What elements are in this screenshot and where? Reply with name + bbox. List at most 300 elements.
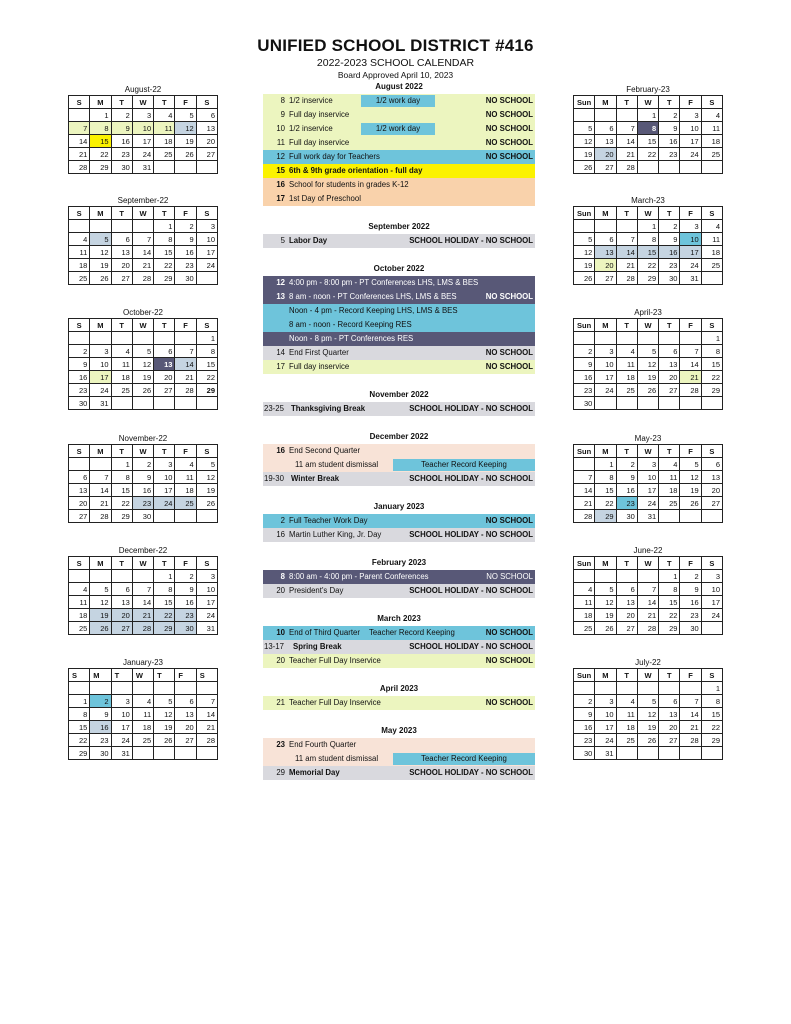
day-cell: 29 — [637, 272, 658, 285]
event-row — [263, 626, 535, 640]
day-cell: 5 — [154, 695, 175, 708]
month-grid — [68, 95, 218, 174]
day-cell: 4 — [69, 233, 90, 246]
day-cell: 15 — [701, 708, 722, 721]
day-cell: 24 — [637, 497, 658, 510]
day-cell: 8 — [90, 122, 111, 135]
day-cell: 22 — [595, 497, 616, 510]
day-cell: 7 — [616, 233, 637, 246]
day-cell: 14 — [574, 484, 595, 497]
day-cell: 3 — [595, 345, 616, 358]
event-text: Teacher Full Day Inservice — [289, 656, 381, 665]
day-cell: 9 — [659, 122, 680, 135]
events-heading-april: April 2023 — [379, 684, 419, 693]
weekday-header: W — [132, 445, 153, 458]
week-row — [574, 233, 723, 246]
day-cell: 21 — [616, 148, 637, 161]
day-cell: 14 — [132, 246, 153, 259]
weekday-header: F — [680, 557, 701, 570]
day-cell: 23 — [616, 497, 637, 510]
event-date: 16 — [276, 446, 285, 455]
event-row — [263, 332, 535, 346]
day-cell: 26 — [132, 384, 153, 397]
event-status: NO SCHOOL — [485, 152, 533, 161]
day-cell: 23 — [574, 384, 595, 397]
weekday-header: T — [659, 445, 680, 458]
day-cell: 14 — [680, 358, 701, 371]
event-row — [263, 136, 535, 150]
day-cell: 8 — [701, 345, 722, 358]
event-status: SCHOOL HOLIDAY - NO SCHOOL — [409, 530, 533, 539]
day-cell: 9 — [69, 358, 90, 371]
day-cell: 22 — [196, 371, 217, 384]
weekday-header: W — [637, 669, 658, 682]
day-cell — [196, 272, 217, 285]
day-cell — [595, 332, 616, 345]
day-cell: 14 — [132, 596, 153, 609]
day-cell: 28 — [616, 161, 637, 174]
weekday-header: F — [175, 96, 196, 109]
week-row — [574, 345, 723, 358]
day-cell: 9 — [659, 233, 680, 246]
day-cell: 2 — [111, 109, 132, 122]
weekday-header: Sun — [574, 319, 595, 332]
week-row — [69, 695, 218, 708]
day-cell: 22 — [111, 497, 132, 510]
event-row — [263, 360, 535, 374]
day-cell: 12 — [175, 122, 196, 135]
day-cell: 28 — [90, 510, 111, 523]
month-grid — [573, 95, 723, 174]
day-cell: 14 — [616, 246, 637, 259]
day-cell: 23 — [90, 734, 111, 747]
event-status: NO SCHOOL — [485, 96, 533, 105]
day-cell: 14 — [175, 358, 196, 371]
event-status: SCHOOL HOLIDAY - NO SCHOOL — [409, 474, 533, 483]
day-cell: 30 — [90, 747, 111, 760]
day-cell — [132, 397, 153, 410]
weekday-header: T — [659, 96, 680, 109]
month-grid — [68, 444, 218, 523]
day-cell: 13 — [701, 471, 722, 484]
day-cell: 29 — [595, 510, 616, 523]
day-cell: 18 — [659, 484, 680, 497]
month-grid — [68, 206, 218, 285]
day-cell: 15 — [69, 721, 90, 734]
day-cell: 18 — [701, 135, 722, 148]
weekday-header: T — [111, 445, 132, 458]
day-cell: 6 — [659, 345, 680, 358]
day-cell: 6 — [111, 233, 132, 246]
day-cell: 21 — [574, 497, 595, 510]
day-cell: 19 — [574, 148, 595, 161]
day-cell: 16 — [132, 484, 153, 497]
event-text: 1st Day of Preschool — [289, 194, 361, 203]
day-cell: 12 — [637, 358, 658, 371]
day-cell: 27 — [616, 622, 637, 635]
event-text: Memorial Day — [289, 768, 340, 777]
day-cell: 19 — [175, 135, 196, 148]
event-status: SCHOOL HOLIDAY - NO SCHOOL — [409, 586, 533, 595]
weekday-header: M — [90, 445, 111, 458]
day-cell: 1 — [154, 220, 175, 233]
weekday-header: W — [132, 207, 153, 220]
day-cell: 21 — [69, 148, 90, 161]
day-cell: 17 — [701, 596, 722, 609]
event-text: 11 am student dismissal — [295, 754, 379, 763]
day-cell — [175, 397, 196, 410]
weekday-header: S — [701, 557, 722, 570]
day-cell: 7 — [196, 695, 217, 708]
day-cell: 3 — [132, 109, 153, 122]
week-row — [69, 397, 218, 410]
week-row — [69, 609, 218, 622]
event-text: 1/2 inservice — [289, 124, 333, 133]
day-cell: 23 — [111, 148, 132, 161]
day-cell — [132, 220, 153, 233]
event-date: 17 — [276, 362, 285, 371]
weekday-header: T — [616, 319, 637, 332]
week-row — [574, 246, 723, 259]
month-name: November-22 — [118, 434, 168, 443]
day-cell: 11 — [132, 708, 153, 721]
day-cell: 11 — [111, 358, 132, 371]
month-name: April-23 — [634, 308, 662, 317]
weekday-header: T — [659, 669, 680, 682]
weekday-header: Sun — [574, 669, 595, 682]
day-cell: 13 — [175, 708, 196, 721]
day-cell: 30 — [132, 510, 153, 523]
weekday-header: T — [111, 319, 132, 332]
month-name: October-22 — [122, 308, 164, 317]
day-cell: 28 — [196, 734, 217, 747]
day-cell — [680, 510, 701, 523]
week-row — [574, 596, 723, 609]
day-cell: 13 — [616, 596, 637, 609]
day-cell: 11 — [154, 122, 175, 135]
day-cell: 25 — [616, 734, 637, 747]
weekday-header: M — [595, 96, 616, 109]
event-date: 8 — [280, 96, 285, 105]
day-cell — [701, 622, 722, 635]
day-cell: 2 — [574, 345, 595, 358]
day-cell: 12 — [574, 246, 595, 259]
event-text: End First Quarter — [289, 348, 349, 357]
day-cell: 27 — [111, 272, 132, 285]
event-text: Full day inservice — [289, 362, 350, 371]
day-cell: 22 — [701, 371, 722, 384]
weekday-header: M — [90, 96, 111, 109]
event-row — [263, 514, 535, 528]
day-cell: 17 — [595, 721, 616, 734]
day-cell: 24 — [132, 148, 153, 161]
day-cell: 7 — [574, 471, 595, 484]
weekday-header: M — [90, 669, 111, 682]
day-cell: 18 — [69, 609, 90, 622]
day-cell — [132, 747, 153, 760]
day-cell: 18 — [616, 721, 637, 734]
day-cell: 21 — [132, 259, 153, 272]
event-status: NO SCHOOL — [485, 516, 533, 525]
weekday-header: S — [196, 557, 217, 570]
weekday-header: S — [69, 669, 90, 682]
week-row — [69, 161, 218, 174]
day-cell: 16 — [111, 135, 132, 148]
day-cell — [574, 682, 595, 695]
events-heading-october: October 2022 — [373, 264, 425, 273]
event-text: Martin Luther King, Jr. Day — [289, 530, 382, 539]
month-name: September-22 — [117, 196, 169, 205]
day-cell — [154, 747, 175, 760]
weekday-header: T — [154, 96, 175, 109]
day-cell: 8 — [659, 583, 680, 596]
event-date: 15 — [276, 166, 285, 175]
month-calendar-november-22 — [68, 433, 218, 523]
event-text: Labor Day — [289, 236, 328, 245]
weekday-header: F — [680, 96, 701, 109]
day-cell: 1 — [701, 682, 722, 695]
day-cell: 6 — [69, 471, 90, 484]
week-row — [574, 497, 723, 510]
month-grid — [573, 668, 723, 760]
event-text: Full day inservice — [289, 138, 350, 147]
day-cell: 2 — [616, 458, 637, 471]
day-cell: 3 — [701, 570, 722, 583]
day-cell: 5 — [196, 458, 217, 471]
event-tag: 1/2 work day — [361, 95, 435, 107]
event-row — [263, 458, 535, 472]
weekday-header: F — [175, 445, 196, 458]
day-cell: 15 — [154, 596, 175, 609]
day-cell: 1 — [659, 570, 680, 583]
event-status: NO SCHOOL — [485, 138, 533, 147]
day-cell: 21 — [616, 259, 637, 272]
day-cell: 17 — [680, 246, 701, 259]
day-cell: 22 — [637, 259, 658, 272]
day-cell: 7 — [616, 122, 637, 135]
weekday-header: T — [154, 557, 175, 570]
day-cell — [680, 747, 701, 760]
day-cell: 11 — [69, 596, 90, 609]
event-text: Full work day for Teachers — [289, 152, 380, 161]
day-cell: 30 — [175, 622, 196, 635]
day-cell: 21 — [175, 371, 196, 384]
day-cell: 15 — [659, 596, 680, 609]
day-cell: 29 — [196, 384, 217, 397]
day-cell: 26 — [637, 384, 658, 397]
weekday-header: M — [595, 207, 616, 220]
day-cell: 28 — [69, 161, 90, 174]
day-cell: 15 — [595, 484, 616, 497]
event-date: 10 — [276, 628, 285, 637]
day-cell: 20 — [595, 148, 616, 161]
month-name: February-23 — [626, 85, 670, 94]
day-cell: 17 — [637, 484, 658, 497]
event-tag: Teacher Record Keeping — [369, 628, 455, 637]
month-calendar-april-23 — [573, 307, 723, 410]
event-row — [263, 696, 535, 710]
day-cell: 12 — [132, 358, 153, 371]
weekday-header: F — [680, 207, 701, 220]
day-cell: 14 — [680, 708, 701, 721]
day-cell: 4 — [659, 458, 680, 471]
day-cell: 11 — [701, 122, 722, 135]
day-cell: 8 — [637, 122, 658, 135]
week-row — [69, 458, 218, 471]
day-cell: 4 — [616, 695, 637, 708]
day-cell: 26 — [595, 622, 616, 635]
weekday-header: T — [659, 319, 680, 332]
day-cell: 27 — [111, 622, 132, 635]
day-cell: 3 — [637, 458, 658, 471]
day-cell: 6 — [175, 695, 196, 708]
day-cell: 8 — [154, 583, 175, 596]
weekday-header: S — [69, 96, 90, 109]
weekday-header: S — [69, 319, 90, 332]
day-cell: 17 — [680, 135, 701, 148]
day-cell — [680, 161, 701, 174]
weekday-header: M — [90, 319, 111, 332]
week-row — [69, 734, 218, 747]
day-cell: 20 — [659, 371, 680, 384]
day-cell: 9 — [90, 708, 111, 721]
day-cell: 15 — [701, 358, 722, 371]
day-cell: 2 — [659, 220, 680, 233]
events-heading-may: May 2023 — [381, 726, 417, 735]
day-cell — [90, 570, 111, 583]
day-cell: 18 — [574, 609, 595, 622]
calendar-subtitle: 2022-2023 SCHOOL CALENDAR — [316, 57, 475, 69]
day-cell: 29 — [154, 622, 175, 635]
day-cell: 12 — [574, 135, 595, 148]
event-date: 23 — [276, 740, 285, 749]
day-cell: 20 — [175, 721, 196, 734]
weekday-header: S — [69, 557, 90, 570]
month-calendar-january-23 — [68, 657, 218, 760]
day-cell — [69, 682, 90, 695]
day-cell: 19 — [595, 609, 616, 622]
day-cell: 16 — [616, 484, 637, 497]
event-row — [263, 766, 535, 780]
day-cell: 22 — [154, 609, 175, 622]
event-row — [263, 290, 535, 304]
day-cell: 26 — [680, 497, 701, 510]
event-status: NO SCHOOL — [485, 362, 533, 371]
day-cell: 21 — [680, 371, 701, 384]
day-cell: 27 — [659, 734, 680, 747]
day-cell: 18 — [132, 721, 153, 734]
day-cell: 2 — [90, 695, 111, 708]
day-cell: 20 — [701, 484, 722, 497]
day-cell — [90, 458, 111, 471]
day-cell — [637, 747, 658, 760]
day-cell: 24 — [196, 259, 217, 272]
event-status: NO SCHOOL — [485, 656, 533, 665]
day-cell — [595, 570, 616, 583]
day-cell: 13 — [111, 246, 132, 259]
day-cell — [595, 220, 616, 233]
day-cell: 27 — [701, 497, 722, 510]
weekday-header: W — [132, 96, 153, 109]
day-cell: 6 — [196, 109, 217, 122]
day-cell: 23 — [175, 609, 196, 622]
day-cell — [574, 332, 595, 345]
event-row — [263, 150, 535, 164]
day-cell: 2 — [175, 220, 196, 233]
day-cell: 13 — [595, 135, 616, 148]
event-row — [263, 570, 535, 584]
day-cell: 4 — [111, 345, 132, 358]
week-row — [574, 384, 723, 397]
day-cell: 19 — [196, 484, 217, 497]
day-cell — [659, 747, 680, 760]
day-cell — [69, 570, 90, 583]
month-grid — [573, 318, 723, 410]
week-row — [69, 497, 218, 510]
event-status: SCHOOL HOLIDAY - NO SCHOOL — [409, 642, 533, 651]
day-cell: 28 — [132, 272, 153, 285]
day-cell: 22 — [637, 148, 658, 161]
weekday-header: M — [595, 669, 616, 682]
day-cell — [680, 332, 701, 345]
day-cell — [595, 397, 616, 410]
day-cell: 23 — [659, 259, 680, 272]
day-cell: 23 — [69, 384, 90, 397]
day-cell: 13 — [154, 358, 175, 371]
events-heading-january: January 2023 — [373, 502, 425, 511]
day-cell — [175, 747, 196, 760]
day-cell: 10 — [196, 233, 217, 246]
day-cell: 4 — [616, 345, 637, 358]
day-cell — [154, 682, 175, 695]
day-cell: 8 — [69, 708, 90, 721]
day-cell — [90, 332, 111, 345]
day-cell: 15 — [111, 484, 132, 497]
day-cell: 6 — [616, 583, 637, 596]
day-cell: 11 — [616, 708, 637, 721]
week-row — [574, 510, 723, 523]
day-cell: 4 — [175, 458, 196, 471]
day-cell: 11 — [69, 246, 90, 259]
day-cell: 13 — [69, 484, 90, 497]
event-status: NO SCHOOL — [486, 572, 533, 581]
day-cell: 1 — [637, 220, 658, 233]
day-cell: 19 — [637, 371, 658, 384]
month-calendar-october-22 — [68, 307, 218, 410]
weekday-header: W — [637, 319, 658, 332]
week-row — [574, 734, 723, 747]
day-cell — [132, 570, 153, 583]
week-row — [69, 122, 218, 135]
day-cell: 25 — [175, 497, 196, 510]
event-row — [263, 234, 535, 248]
weekday-header: S — [69, 445, 90, 458]
event-row — [263, 192, 535, 206]
week-row — [574, 358, 723, 371]
day-cell: 2 — [680, 570, 701, 583]
week-row — [69, 246, 218, 259]
day-cell: 25 — [132, 734, 153, 747]
week-row — [574, 259, 723, 272]
day-cell — [659, 332, 680, 345]
day-cell: 27 — [154, 384, 175, 397]
weekday-header: T — [616, 669, 637, 682]
day-cell — [111, 220, 132, 233]
day-cell: 4 — [701, 220, 722, 233]
day-cell: 5 — [175, 109, 196, 122]
day-cell: 5 — [132, 345, 153, 358]
week-row — [574, 135, 723, 148]
